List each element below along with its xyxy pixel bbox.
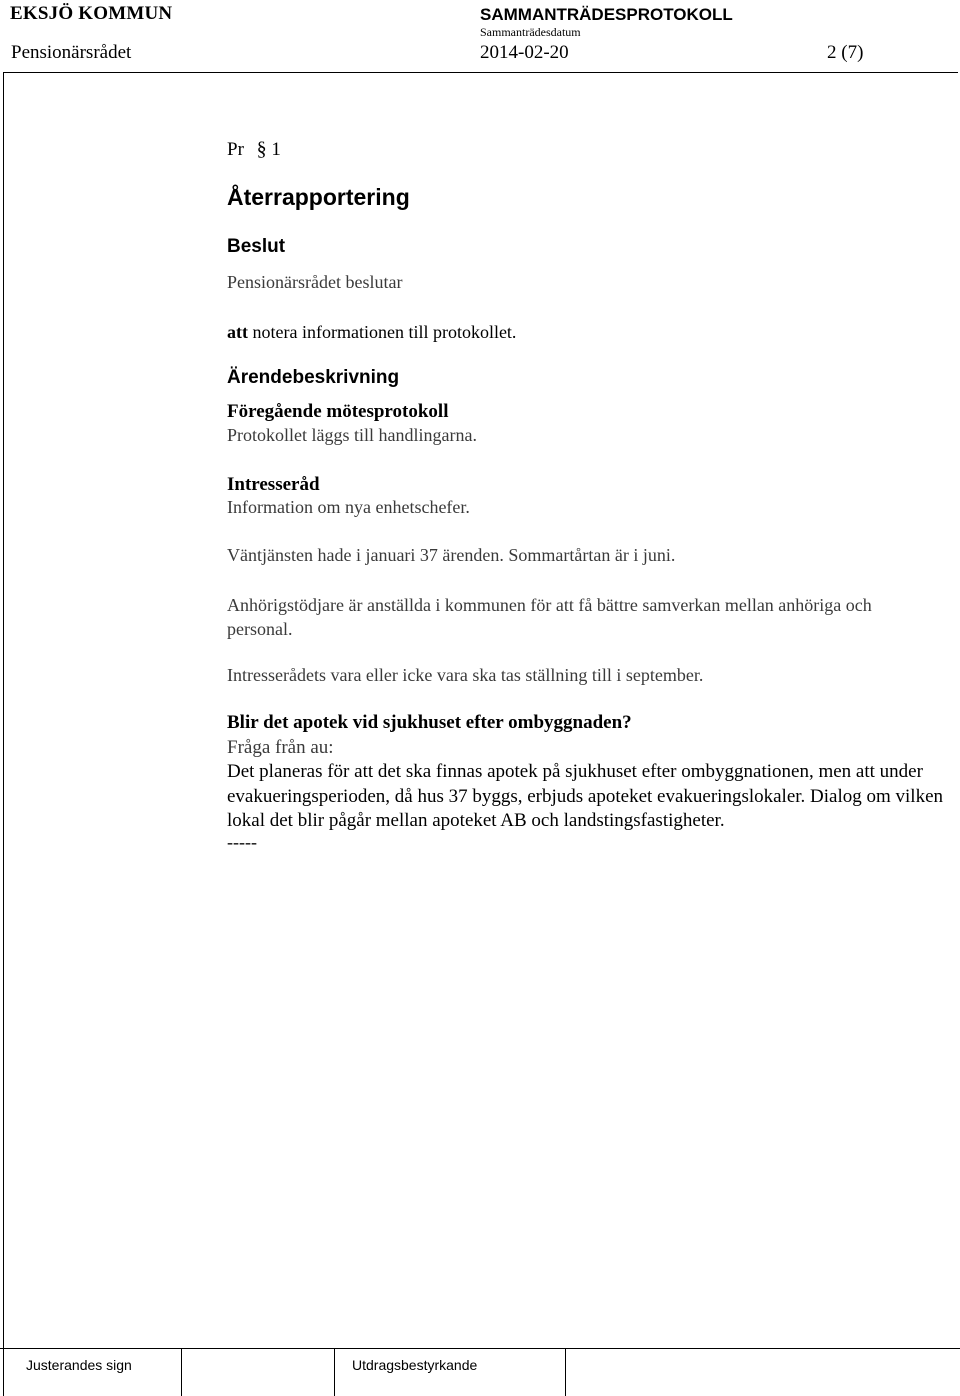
document-type: SAMMANTRÄDESPROTOKOLL [480,5,733,24]
meeting-date-label: Sammanträdesdatum [480,25,581,39]
extract-certification-label: Utdragsbestyrkande [352,1357,478,1373]
section-title: Återrapportering [227,184,410,210]
decision-intro: Pensionärsrådet beslutar [227,272,403,292]
previous-protocol-heading: Föregående mötesprotokoll [227,401,449,422]
question-source: Fråga från au: [227,737,334,758]
interest-council-line: Information om nya enhetschefer. [227,497,470,517]
paragraph-label: Pr [227,139,244,160]
page-number: 2 (7) [827,42,864,63]
interest-council-line: Väntjänsten hade i januari 37 ärenden. Sommartårtan är i juni. [227,545,676,565]
decision-text [227,322,516,343]
left-margin-rule [3,72,4,1396]
organization-name: Pensionärsrådet [11,42,132,63]
decision-keyword: att [227,322,248,342]
footer-divider [0,1348,960,1349]
interest-council-line: Intresserådets vara eller icke vara ska tas ställning till i september. [227,665,704,685]
pharmacy-question-heading: Blir det apotek vid sjukhuset efter ombyggnaden? [227,712,632,733]
footer-cell-divider [181,1348,182,1396]
paragraph-symbol: § [256,138,267,160]
header-divider [3,72,958,73]
decision-body: notera informationen till protokollet. [248,322,517,342]
interest-council-heading: Intresseråd [227,474,320,495]
section-end-marker: ----- [227,832,257,852]
adjuster-signature-label: Justerandes sign [26,1357,132,1373]
previous-protocol-text: Protokollet läggs till handlingarna. [227,425,477,445]
meeting-date: 2014-02-20 [480,42,569,63]
municipality-name: EKSJÖ KOMMUN [10,3,173,24]
interest-council-paragraph: Anhörigstödjare är anställda i kommunen för att få bättre samverkan mellan anhöriga och personal. [227,595,872,639]
decision-heading: Beslut [227,236,286,257]
footer-cell-divider [334,1348,335,1396]
case-description-heading: Ärendebeskrivning [227,367,400,388]
paragraph-number: 1 [271,139,281,160]
footer-cell-divider [565,1348,566,1396]
pharmacy-answer: Det planeras för att det ska finnas apotek på sjukhuset efter ombyggnationen, men att under evakueringsperioden, då hus 37 byggs, erbjuds apoteket evakueringslokaler. Dialog om vilken lokal det blir pågår mellan apoteket AB och landstingsfastigheter. [227,761,944,831]
paragraph-reference [227,138,281,161]
